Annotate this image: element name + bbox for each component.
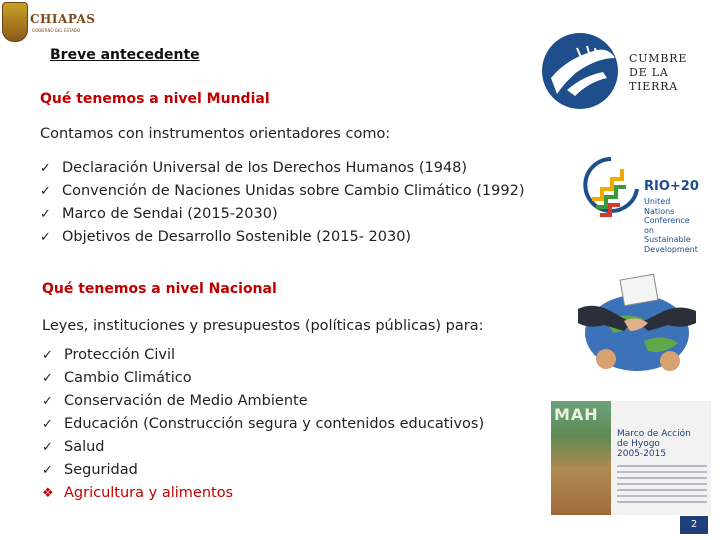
diamond-bullet-icon: ❖ bbox=[42, 486, 54, 501]
list-item bbox=[42, 413, 484, 436]
intro-nacional: Leyes, instituciones y presupuestos (políticas públicas) para: bbox=[42, 318, 484, 334]
check-icon: ✓ bbox=[40, 207, 51, 222]
hyogo-title-line1: Marco de Acción bbox=[617, 429, 691, 439]
hyogo-title-line2: de Hyogo bbox=[617, 439, 660, 449]
check-icon: ✓ bbox=[42, 463, 53, 478]
check-icon: ✓ bbox=[42, 348, 53, 363]
list-item-text: Agricultura y alimentos bbox=[64, 485, 234, 501]
list-item bbox=[42, 436, 484, 459]
rio20-line1: United Nations bbox=[644, 197, 675, 216]
check-icon: ✓ bbox=[42, 417, 53, 432]
list-item-text: Cambio Climático bbox=[64, 370, 192, 386]
cumbre-line2: DE LA bbox=[629, 66, 669, 79]
rio20-line4: Development bbox=[644, 244, 698, 254]
hyogo-cover-image bbox=[551, 401, 611, 515]
chiapas-logo bbox=[0, 0, 96, 44]
list-item-text: Conservación de Medio Ambiente bbox=[64, 393, 308, 409]
list-item-text: Marco de Sendai (2015-2030) bbox=[62, 206, 278, 222]
earth-globe-icon bbox=[537, 28, 623, 114]
hyogo-title-line3: 2005-2015 bbox=[617, 449, 667, 459]
chiapas-seal-icon bbox=[2, 2, 28, 42]
hyogo-mah: MAH bbox=[554, 405, 599, 424]
logo-name: CHIAPAS bbox=[30, 12, 96, 26]
hyogo-title bbox=[617, 429, 691, 459]
cumbre-line1: CUMBRE bbox=[629, 52, 688, 65]
list-item-text: Convención de Naciones Unidas sobre Cambio Climático (1992) bbox=[62, 183, 525, 199]
list-item bbox=[42, 482, 484, 505]
check-icon: ✓ bbox=[40, 230, 51, 245]
list-mundial bbox=[40, 157, 524, 249]
handshake-globe-image bbox=[574, 271, 700, 381]
list-item bbox=[42, 459, 484, 482]
heading-nacional: Qué tenemos a nivel Nacional bbox=[42, 281, 277, 297]
cumbre-line3: TIERRA bbox=[629, 80, 679, 93]
list-item-text: Declaración Universal de los Derechos Humanos (1948) bbox=[62, 160, 468, 176]
hyogo-text-lines bbox=[617, 465, 707, 507]
list-item bbox=[42, 367, 484, 390]
rio20-logo bbox=[582, 153, 702, 254]
list-item bbox=[40, 180, 524, 203]
rio20-line3: Sustainable bbox=[644, 235, 691, 244]
rio20-emblem-icon bbox=[582, 155, 640, 229]
hyogo-framework-book bbox=[551, 401, 711, 515]
list-item bbox=[42, 344, 484, 367]
list-item-text: Objetivos de Desarrollo Sostenible (2015- 2030) bbox=[62, 229, 412, 245]
rio20-line2: Conference on bbox=[644, 216, 690, 235]
check-icon: ✓ bbox=[42, 394, 53, 409]
check-icon: ✓ bbox=[40, 161, 51, 176]
check-icon: ✓ bbox=[42, 371, 53, 386]
list-item bbox=[42, 390, 484, 413]
list-item-text: Seguridad bbox=[64, 462, 138, 478]
check-icon: ✓ bbox=[40, 184, 51, 199]
rio20-subtitle bbox=[644, 197, 702, 254]
logo-sub: GOBIERNO DEL ESTADO bbox=[32, 28, 81, 33]
page-title: Breve antecedente bbox=[50, 47, 200, 63]
list-item-text: Salud bbox=[64, 439, 105, 455]
heading-mundial: Qué tenemos a nivel Mundial bbox=[40, 91, 270, 107]
cumbre-text bbox=[629, 52, 687, 94]
intro-mundial: Contamos con instrumentos orientadores como: bbox=[40, 126, 391, 142]
list-nacional bbox=[42, 344, 484, 505]
rio20-title: RIO+20 bbox=[644, 179, 699, 194]
list-item bbox=[40, 203, 524, 226]
page-number: 2 bbox=[680, 516, 708, 534]
list-item-text: Educación (Construcción segura y contenidos educativos) bbox=[64, 416, 485, 432]
list-item bbox=[40, 226, 524, 249]
list-item bbox=[40, 157, 524, 180]
check-icon: ✓ bbox=[42, 440, 53, 455]
cumbre-tierra-logo bbox=[537, 28, 697, 114]
list-item-text: Protección Civil bbox=[64, 347, 176, 363]
